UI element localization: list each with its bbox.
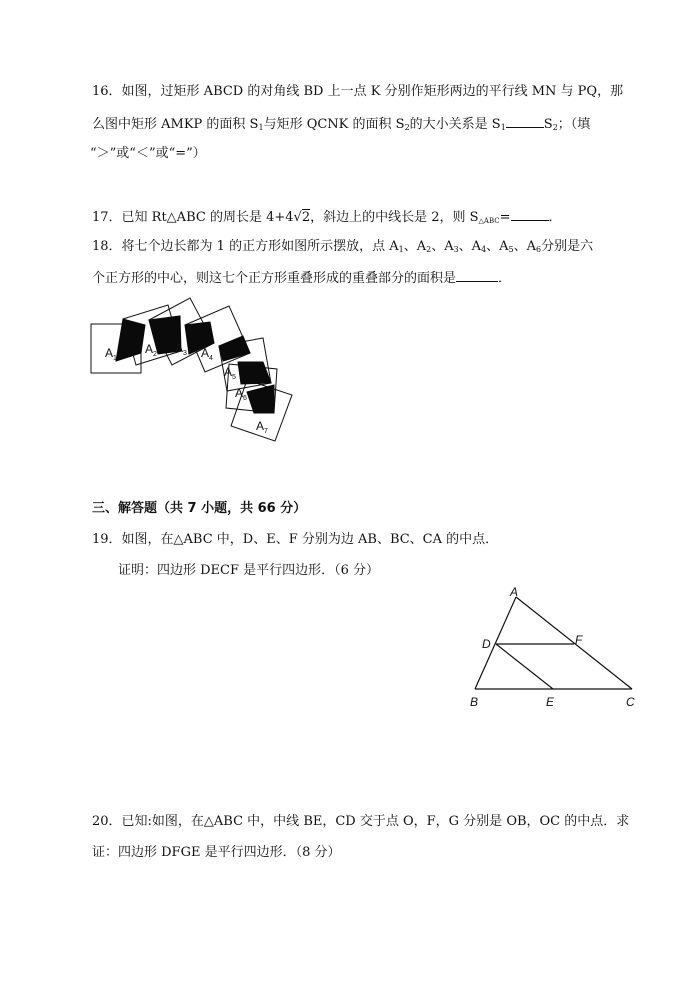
q20-line-1: 20．已知:如图，在△ABC 中，中线 BE，CD 交于点 O，F，G 分别是 OB，OC 的中点．求 bbox=[92, 814, 630, 829]
q16-sub: 2 bbox=[552, 123, 558, 132]
q17-text-post: = bbox=[499, 210, 511, 225]
q18-text-b: 分别是六 bbox=[541, 239, 594, 254]
q16-text-b: 与矩形 QCNK 的面积 S bbox=[263, 117, 405, 132]
vertex-C-label: C bbox=[626, 695, 635, 709]
q18-sub: 2 bbox=[426, 245, 432, 254]
q16-line-3: “＞”或“＜”或“=”） bbox=[90, 146, 206, 161]
q18-text-end: ． bbox=[498, 271, 512, 286]
q16-text-c: 的大小关系是 S bbox=[409, 117, 501, 132]
q18-line-1 bbox=[92, 238, 593, 256]
q16-text-d: S bbox=[543, 117, 553, 132]
q17-line bbox=[92, 207, 562, 227]
q17-text-end: ． bbox=[548, 210, 562, 225]
q18-squares-svg bbox=[85, 296, 300, 461]
q18-text-c: 个正方形的中心，则这七个正方形重叠形成的重叠部分的面积是 bbox=[92, 271, 457, 286]
q18-sub: 4 bbox=[481, 245, 487, 254]
q18-sub: 5 bbox=[508, 245, 514, 254]
overlap-3 bbox=[185, 322, 214, 354]
q19-triangle-svg bbox=[460, 585, 645, 715]
label-A7: $A_7$ bbox=[256, 419, 268, 435]
q16-line-1: 16．如图，过矩形 ABCD 的对角线 BD 上一点 K 分别作矩形两边的平行线 MN 与 PQ，那 bbox=[92, 84, 624, 99]
q16-text-a: 么图中矩形 AMKP 的面积 S bbox=[92, 117, 259, 132]
q19-figure bbox=[460, 585, 645, 715]
overlap-5 bbox=[238, 362, 271, 384]
q18-sep: 、A bbox=[431, 239, 454, 254]
q16-sub: 1 bbox=[258, 123, 264, 132]
overlap-6 bbox=[247, 385, 274, 413]
label-A4: $A_4$ bbox=[201, 346, 213, 362]
q17-text-mid: ，斜边上的中线长是 2，则 S bbox=[310, 210, 479, 225]
section-heading: 三、解答题（共 7 小题，共 66 分） bbox=[92, 501, 307, 516]
vertex-A-label: A bbox=[510, 585, 519, 599]
q18-sep: 、A bbox=[458, 239, 482, 254]
q17-text-pre: 17．已知 Rt△ABC 的周长是 4+4 bbox=[92, 210, 294, 225]
label-A6: $A_6$ bbox=[235, 386, 247, 402]
point-E-label: E bbox=[546, 695, 555, 709]
q18-figure bbox=[85, 296, 300, 461]
point-F-label: F bbox=[575, 633, 583, 647]
q18-line-2 bbox=[92, 268, 511, 288]
q18-text-a: 18．将七个边长都为 1 的正方形如图所示摆放，点 A bbox=[92, 239, 399, 254]
q19-line-1: 19．如图，在△ABC 中，D、E、F 分别为边 AB、BC、CA 的中点． bbox=[92, 532, 499, 547]
q16-line-2 bbox=[92, 114, 590, 134]
q16-sub: 1 bbox=[500, 123, 506, 132]
q18-sub: 6 bbox=[536, 245, 542, 254]
overlap-4 bbox=[219, 336, 250, 361]
q18-sep: 、A bbox=[486, 239, 509, 254]
q16-answer-blank[interactable] bbox=[506, 114, 544, 128]
q16-text-e: ；（填 bbox=[557, 117, 591, 132]
side-AC bbox=[516, 597, 632, 689]
segment-DE bbox=[496, 644, 553, 689]
point-D-label: D bbox=[482, 637, 491, 651]
label-A5: $A_5$ bbox=[224, 365, 236, 381]
label-A3: $A_3$ bbox=[175, 341, 187, 357]
q18-sep: 、A bbox=[403, 239, 427, 254]
q18-sep: 、A bbox=[513, 239, 537, 254]
label-A1: $A_1$ bbox=[105, 346, 117, 362]
q20-line-2: 证：四边形 DFGE 是平行四边形．（8 分） bbox=[92, 845, 341, 860]
q18-answer-blank[interactable] bbox=[456, 268, 498, 282]
q18-sub: 3 bbox=[453, 245, 459, 254]
q17-sub: △ABC bbox=[478, 217, 500, 225]
sqrt-symbol: √2 bbox=[293, 210, 311, 225]
vertex-B-label: B bbox=[470, 695, 479, 709]
q16-sub: 2 bbox=[404, 123, 410, 132]
label-A2: $A_2$ bbox=[145, 342, 157, 358]
q17-sqrt-value: 2 bbox=[301, 210, 311, 225]
q18-sub: 1 bbox=[398, 245, 404, 254]
q19-line-2: 证明：四边形 DECF 是平行四边形．（6 分） bbox=[118, 563, 380, 578]
q17-answer-blank[interactable] bbox=[511, 207, 549, 221]
